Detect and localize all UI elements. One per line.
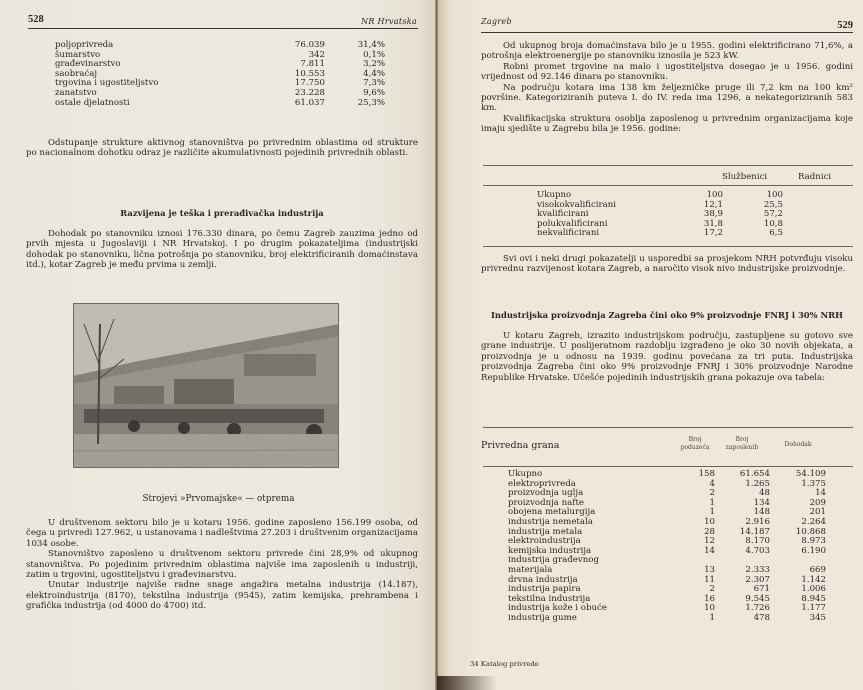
industry-table bbox=[508, 470, 826, 624]
employees-count: 1.726 bbox=[745, 603, 770, 614]
paragraph-text: Kvalifikacijska struktura osoblja zaposlenog u privrednim organizacijama koje imaju sjedište u Zagrebu bila je 1956. godine: bbox=[481, 113, 853, 135]
income-value: 54.109 bbox=[795, 469, 826, 479]
sector-percent: 7,3% bbox=[363, 78, 385, 89]
sluzbenici-value: 100 bbox=[706, 190, 723, 200]
sector-table bbox=[55, 41, 385, 108]
sector-label: šumarstvo bbox=[55, 49, 101, 60]
paragraph-text: Unutar industrije najviše radne snage angažira metalna industrija (14.187), elektroindustrija (8170), tekstilna industrija (9545), zatim kemijska, prehrambena i grafička industrija (od 4000 do 4700) itd. bbox=[26, 580, 418, 612]
branch-name: industrija nemetala bbox=[508, 516, 593, 527]
income-value: 8.973 bbox=[801, 536, 826, 547]
employees-count: 134 bbox=[753, 497, 770, 508]
col-header-sluzbenici: Službenici bbox=[722, 172, 768, 182]
employees-count: 2.307 bbox=[745, 574, 770, 585]
table-rule-top bbox=[483, 427, 853, 428]
branch-name: industrija građevnog bbox=[508, 555, 599, 566]
branch-name: proizvodnja uglja bbox=[508, 488, 584, 499]
enterprises-count: 12 bbox=[704, 536, 715, 547]
enterprises-count: 1 bbox=[709, 612, 715, 623]
sector-percent: 0,1% bbox=[363, 49, 385, 60]
sector-count: 76.039 bbox=[294, 40, 325, 50]
income-value: 8.945 bbox=[801, 593, 826, 604]
income-value: 669 bbox=[809, 564, 826, 575]
qualification-label: nekvalificirani bbox=[537, 228, 600, 239]
branch-name: industrija gume bbox=[508, 612, 577, 623]
table-row bbox=[508, 556, 826, 566]
running-title: Zagreb bbox=[481, 17, 512, 26]
sluzbenici-value: 12,1 bbox=[703, 199, 723, 210]
enterprises-count: 14 bbox=[704, 545, 715, 556]
sector-label: poljoprivreda bbox=[55, 40, 114, 50]
employees-count: 148 bbox=[753, 507, 770, 518]
sector-count: 342 bbox=[308, 49, 325, 60]
enterprises-count: 10 bbox=[704, 516, 715, 527]
header-rule bbox=[481, 32, 853, 33]
employees-count: 8.170 bbox=[745, 536, 770, 547]
paragraph-block bbox=[481, 41, 853, 135]
printer-signature: 34 Katalog privrede bbox=[470, 660, 539, 668]
enterprises-count: 13 bbox=[704, 564, 715, 575]
branch-name: Ukupno bbox=[508, 469, 543, 479]
branch-name: elektroprivreda bbox=[508, 478, 576, 489]
sector-count: 7.811 bbox=[300, 59, 325, 70]
income-value: 201 bbox=[809, 507, 826, 518]
page-number: 528 bbox=[28, 14, 44, 25]
employees-count: 2.916 bbox=[745, 516, 770, 527]
right-page bbox=[437, 0, 863, 690]
qualification-label: kvalificirani bbox=[537, 209, 589, 220]
photo-caption: Strojevi »Prvomajske« — otprema bbox=[142, 494, 295, 504]
branch-name: materijala bbox=[508, 564, 553, 575]
col-header-radnici: Radnici bbox=[798, 172, 832, 182]
paragraph-text: U kotaru Zagreb, izrazito industrijskom području, zastupljene su gotovo sve grane industrije. U poslijeratnom razdoblju izgrađeno je oko 30 novih objekata, a proizvodnja je u odnosu na 1939. godinu povećana za tri puta. Industrijska proizvodnja Zagreba čini oko 9% proizvodnje FNRJ i 30% proizvodnje Narodne Republike Hrvatske. Učešće pojedinih industrijskih grana pokazuje ova tabela: bbox=[481, 331, 853, 383]
enterprises-count: 1 bbox=[709, 507, 715, 518]
col-header-income: Dohodak bbox=[784, 441, 812, 448]
sector-percent: 3,2% bbox=[363, 59, 385, 70]
radnici-value: 6,5 bbox=[769, 228, 783, 239]
employees-count: 1.265 bbox=[745, 478, 770, 489]
sector-label: trgovina i ugostiteljstvo bbox=[55, 78, 159, 89]
table-row bbox=[55, 79, 385, 89]
radnici-value: 10,8 bbox=[763, 218, 783, 229]
employees-count: 2.333 bbox=[745, 564, 770, 575]
paragraph-text: U društvenom sektoru bilo je u kotaru 1956. godine zaposleno 156.199 osoba, od čega u privredi 127.962, u ustanovama i nadleštvima 27.203 i društvenim organizacijama 1034 osobe. bbox=[26, 518, 418, 549]
book-gutter bbox=[435, 0, 438, 690]
section-heading: Industrijska proizvodnja Zagreba čini oko 9% proizvodnje FNRJ i 30% NRH bbox=[490, 310, 844, 320]
sector-count: 23.228 bbox=[294, 87, 325, 98]
branch-name: industrija papira bbox=[508, 584, 581, 595]
col-header-enterprises: Broj poduzeća bbox=[680, 436, 710, 451]
employees-count: 14.187 bbox=[739, 526, 770, 537]
enterprises-count: 11 bbox=[704, 574, 715, 585]
branch-name: obojena metalurgija bbox=[508, 507, 596, 518]
table-row bbox=[55, 41, 385, 51]
income-value: 1.006 bbox=[801, 584, 826, 595]
paragraph-text: Dohodak po stanovniku iznosi 176.330 dinara, po čemu Zagreb zauzima jedno od prvih mjesta u Jugoslaviji i NR Hrvatskoj. I po drugim pokazateljima (industrijski dohodak po stanovniku, lična potrošnja po stanovniku, broj elektrificiranih domaćinstava itd.), kotar Zagreb je među prvima u zemlji. bbox=[26, 229, 418, 271]
paragraph-block bbox=[26, 518, 418, 612]
sector-label: saobraćaj bbox=[55, 68, 98, 79]
sector-percent: 9,6% bbox=[363, 87, 385, 98]
table-row bbox=[55, 99, 385, 109]
qualification-label: Ukupno bbox=[537, 190, 572, 200]
book-corner-shadow bbox=[437, 676, 497, 690]
sector-percent: 25,3% bbox=[357, 97, 385, 108]
sector-label: građevinarstvo bbox=[55, 59, 121, 70]
paragraph bbox=[481, 331, 853, 383]
branch-name: kemijska industrija bbox=[508, 545, 592, 556]
employees-count: 671 bbox=[753, 584, 770, 595]
paragraph-text: Od ukupnog broja domaćinstava bilo je u 1955. godini elektrificirano 71,6%, a potrošnja elektroenergije po stanovniku iznosila je 523 kW. bbox=[481, 41, 853, 62]
income-value: 209 bbox=[809, 497, 826, 508]
page-number: 529 bbox=[837, 20, 853, 31]
col-header-branch: Privredna grana bbox=[481, 440, 560, 451]
enterprises-count: 4 bbox=[709, 478, 715, 489]
qualification-table bbox=[537, 191, 787, 239]
paragraph bbox=[481, 254, 853, 275]
income-value: 1.375 bbox=[801, 478, 826, 489]
enterprises-count: 1 bbox=[709, 497, 715, 508]
radnici-value: 25,5 bbox=[763, 199, 783, 210]
enterprises-count: 16 bbox=[704, 593, 715, 604]
factory-photo bbox=[73, 303, 339, 468]
income-value: 14 bbox=[815, 488, 826, 499]
income-value: 1.177 bbox=[801, 603, 826, 614]
branch-name: elektroindustrija bbox=[508, 536, 581, 547]
employees-count: 61.654 bbox=[739, 469, 770, 479]
sector-count: 61.037 bbox=[294, 97, 325, 108]
sector-label: ostale djelatnosti bbox=[55, 97, 130, 108]
table-rule-mid bbox=[483, 466, 853, 467]
photo-illustration bbox=[74, 304, 339, 468]
table-rule-top bbox=[483, 165, 853, 166]
table-rule-bottom bbox=[483, 246, 853, 247]
sector-label: zanatstvo bbox=[55, 87, 97, 98]
employees-count: 9.545 bbox=[745, 593, 770, 604]
section-heading: Razvijena je teška i prerađivačka industrija bbox=[120, 208, 324, 218]
income-value: 345 bbox=[809, 612, 826, 623]
sector-percent: 4,4% bbox=[363, 68, 385, 79]
table-row bbox=[508, 614, 826, 624]
sluzbenici-value: 38,9 bbox=[703, 209, 723, 220]
sluzbenici-value: 31,8 bbox=[703, 218, 723, 229]
paragraph-text: Robni promet trgovine na malo i ugostiteljstva dosegao je u 1956. godini vrijednost od 92.146 dinara po stanovniku. bbox=[481, 61, 853, 83]
table-row bbox=[537, 229, 787, 239]
income-value: 1.142 bbox=[801, 574, 826, 585]
header-rule bbox=[28, 28, 418, 29]
paragraph bbox=[26, 229, 418, 271]
branch-name: drvna industrija bbox=[508, 574, 578, 585]
qualification-label: polukvalificirani bbox=[537, 218, 608, 229]
sector-count: 17.750 bbox=[294, 78, 325, 89]
table-rule-mid bbox=[483, 185, 853, 186]
paragraph-text: Na području kotara ima 138 km željezničke pruge ili 7,2 km na 100 km² površine. Kategoriziranih puteva I. do IV. reda ima 1296, a nekategoriziranih 583 km. bbox=[481, 82, 853, 114]
paragraph-text: Stanovništvo zaposleno u društvenom sektoru privrede čini 28,9% od ukupnog stanovništva. Po pojedinim privrednim oblastima najviše ima zaposlenih u industriji, zatim u trgovini, ugostiteljstvu i građevinarstvu. bbox=[26, 549, 418, 581]
enterprises-count: 28 bbox=[704, 526, 715, 537]
running-title: NR Hrvatska bbox=[361, 17, 417, 26]
col-header-employees: Broj zaposlenih bbox=[725, 436, 759, 451]
paragraph-text: Odstupanje strukture aktivnog stanovništva po privrednim oblastima od strukture po nacionalnom dohotku odraz je različite akumulativnosti pojedinih privrednih oblasti. bbox=[26, 138, 418, 159]
income-value: 2.264 bbox=[801, 516, 826, 527]
branch-name: proizvodnja nafte bbox=[508, 497, 585, 508]
sector-percent: 31,4% bbox=[357, 40, 385, 50]
branch-name: industrija metala bbox=[508, 526, 583, 537]
enterprises-count: 2 bbox=[709, 488, 715, 499]
sector-count: 10.553 bbox=[294, 68, 325, 79]
table-row bbox=[55, 60, 385, 70]
sluzbenici-value: 17,2 bbox=[703, 228, 723, 239]
enterprises-count: 10 bbox=[704, 603, 715, 614]
enterprises-count: 158 bbox=[698, 469, 715, 479]
branch-name: tekstilna industrija bbox=[508, 593, 591, 604]
income-value: 6.190 bbox=[801, 545, 826, 556]
employees-count: 4.703 bbox=[745, 545, 770, 556]
radnici-value: 100 bbox=[766, 190, 783, 200]
employees-count: 48 bbox=[759, 488, 770, 499]
income-value: 10.868 bbox=[795, 526, 826, 537]
paragraph bbox=[26, 138, 418, 159]
employees-count: 478 bbox=[753, 612, 770, 623]
branch-name: industrija kože i obuće bbox=[508, 603, 607, 614]
paragraph-text: Svi ovi i neki drugi pokazatelji u usporedbi sa prosjekom NRH potvrđuju visoku privrednu razvijenost kotara Zagreb, a naročito visok nivo industrijske proizvodnje. bbox=[481, 254, 853, 275]
enterprises-count: 2 bbox=[709, 584, 715, 595]
qualification-label: visokokvalificirani bbox=[537, 199, 617, 210]
radnici-value: 57,2 bbox=[763, 209, 783, 220]
